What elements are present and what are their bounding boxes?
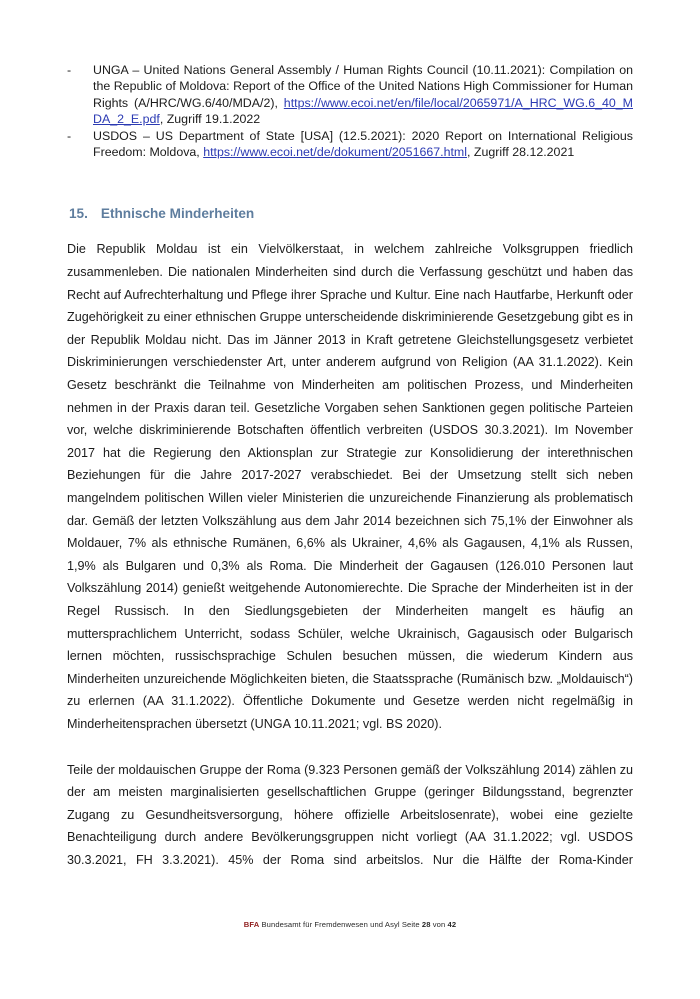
reference-item <box>67 62 633 128</box>
bullet-marker: - <box>67 128 72 143</box>
reference-text-before: UNGA – United Nations General Assembly / Human Rights Council (10.11.2021): Compilation on the Republic of Moldova: Report of the Office of the United Nations High Commissioner for Human Rights (A/HRC/WG.6/40/MDA/2), <box>93 63 633 110</box>
page-footer <box>0 920 700 929</box>
reference-list <box>67 62 633 160</box>
reference-text <box>93 128 633 161</box>
reference-link[interactable]: https://www.ecoi.net/de/dokument/2051667.html <box>203 145 467 160</box>
reference-link[interactable]: https://www.ecoi.net/en/file/local/2065971/A_HRC_WG.6_40_MDA_2_E.pdf <box>93 95 633 127</box>
reference-text-before: USDOS – US Department of State [USA] (12.5.2021): 2020 Report on International Religious Freedom: Moldova, <box>93 128 633 160</box>
footer-of-word: von <box>432 920 446 929</box>
footer-page-total: 42 <box>447 920 457 929</box>
body-paragraph-2: Teile der moldauischen Gruppe der Roma (9.323 Personen gemäß der Volkszählung 2014) zählen zu der am meisten marginalisierten gesellschaftlichen Gruppe (geringer Bildungsstand, begrenzter Zugang zu Gesundheitsversorgung, höhere offizielle Arbeitslosenrate), wobei eine gezielte Benachteiligung durch andere Bevölkerungsgruppen nicht vorliegt (AA 31.1.2022; vgl. USDOS 30.3.2021, FH 3.3.2021). 45% der Roma sind arbeitslos. Nur die Hälfte der Roma-Kinder <box>67 762 633 867</box>
reference-text <box>93 62 633 128</box>
section-number: 15. <box>69 206 88 222</box>
footer-org-text: Bundesamt für Fremdenwesen und Asyl Seite <box>261 920 420 929</box>
reference-text-after: , Zugriff 19.1.2022 <box>159 112 261 127</box>
section-title: Ethnische Minderheiten <box>100 206 255 222</box>
bullet-marker: - <box>67 63 72 77</box>
section-heading <box>67 206 633 221</box>
footer-page-number: 28 <box>421 920 431 929</box>
reference-text-after: , Zugriff 28.12.2021 <box>467 145 575 160</box>
body-paragraph-1: Die Republik Moldau ist ein Vielvölkerstaat, in welchem zahlreiche Volksgruppen friedlich zusammenleben. Die nationalen Minderheiten sind durch die Verfassung geschützt und haben das Recht auf Aufrechterhaltung und Pflege ihrer Sprache und Kultur. Eine nach Hautfarbe, Herkunft oder Zugehörigkeit zu einer ethnischen Gruppe unterscheidende diskriminierende Gesetzgebung gibt es in der Republik Moldau nicht. Das im Jänner 2013 in Kraft getretene Gleichstellungsgesetz verbietet Diskriminierungen verschiedenster Art, unter anderem aufgrund von Religion (AA 31.1.2022). Kein Gesetz beschränkt die Teilnahme von Minderheiten am politischen Prozess, und Minderheiten nehmen in der Praxis daran teil. Gesetzliche Vorgaben sehen Sanktionen gegen politische Parteien vor, welche diskriminierende Botschaften öffentlich verbreiten (USDOS 30.3.2021). Im November 2017 hat die Regierung den Aktionsplan zur Strategie zur Konsolidierung der interethnischen Beziehungen für die Jahre 2017-2027 verabschiedet. Bei der Umsetzung stellt sich neben mangelndem politischen Willen vieler Ministerien die unzureichende Finanzierung als problematisch dar. Gemäß der letzten Volkszählung aus dem Jahr 2014 bezeichnen sich 75,1% der Einwohner als Moldauer, 7% als ethnische Rumänen, 6,6% als Ukrainer, 4,6% als Gagausen, 4,1% als Russen, 1,9% als Bulgaren und 0,3% als Roma. Die Minderheit der Gagausen (126.010 Personen laut Volkszählung 2014) genießt weitgehende Autonomierechte. Die Sprache der Minderheiten ist in der Regel Russisch. In den Siedlungsgebieten der Minderheiten mangelt es häufig an muttersprachlichem Unterricht, sodass Schüler, welche Ukrainisch, Gagausisch oder Bulgarisch lernen möchten, russischsprachige Schulen besuchen müssen, die wiederum Kindern aus Minderheiten unzureichende Möglichkeiten bieten, die Staatssprache (Rumänisch bzw. „Moldauisch“) zu erlernen (AA 31.1.2022). Öffentliche Dokumente und Gesetze werden nicht regelmäßig in Minderheitensprachen übersetzt (UNGA 10.11.2021; vgl. BS 2020). <box>67 242 633 731</box>
reference-item <box>67 128 633 161</box>
footer-org-abbr: BFA <box>243 920 260 929</box>
